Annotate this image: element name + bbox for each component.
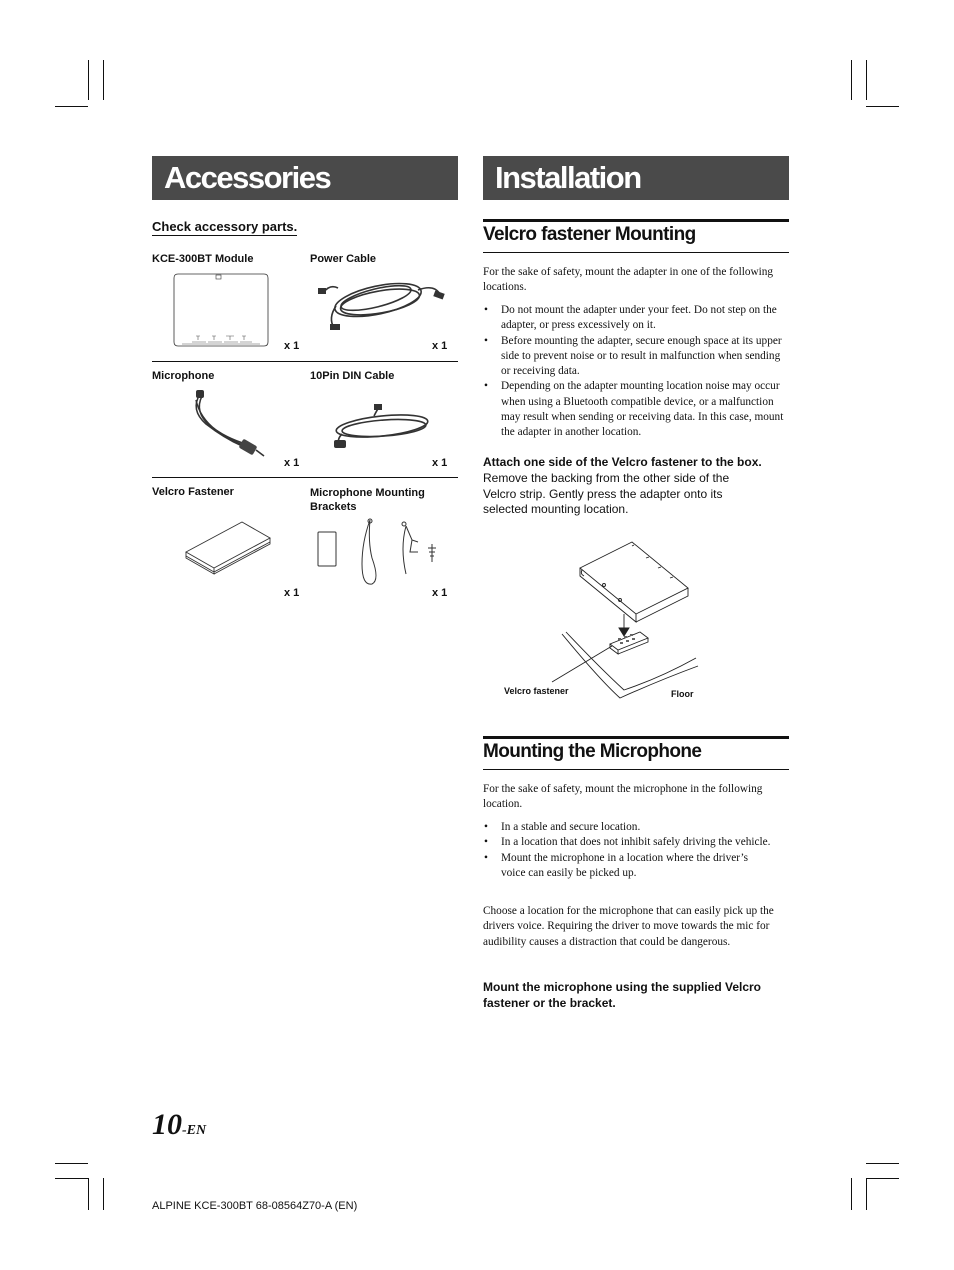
installation-diagram [500,530,705,710]
crop-mark [866,1163,899,1164]
section-rule [483,252,789,253]
figure-label-fastener: Velcro fastener [504,686,569,696]
section-rule [483,769,789,770]
crop-mark [88,1178,89,1210]
velcro-bullets [483,303,789,441]
crop-mark [866,1178,899,1179]
bullet-item: • Depending on the adapter mounting location noise may occur when using a Bluetooth compatible device, or a malfunction may result when sending or receiving data. In this case, mount the adapter in another location. [483,379,789,440]
row-divider [152,477,458,478]
microphone-heading: Mounting the Microphone [483,741,702,762]
item-label-module: KCE-300BT Module [152,253,254,265]
microphone-paragraph: Choose a location for the microphone that can easily pick up the drivers voice. Requiring the driver to move towards the mic for audibility causes a distraction that could be dangerous. [483,905,774,948]
crop-mark [866,1178,867,1210]
qty-module: x 1 [284,340,300,352]
row-divider [152,361,458,362]
section-rule [483,736,789,739]
installation-title: Installation [495,160,641,195]
microphone-intro: For the sake of safety, mount the microphone in the following location. [483,783,763,811]
velcro-step-title: Attach one side of the Velcro fastener to the box. [483,455,762,469]
accessories-subtitle: Check accessory parts. [152,219,298,234]
qty-power-cable: x 1 [432,340,448,352]
power-cable-illustration [316,270,448,334]
microphone-bullets [483,820,773,881]
crop-mark [103,1178,104,1210]
velcro-heading: Velcro fastener Mounting [483,224,696,245]
page-number-value: 10 [152,1108,182,1141]
item-label-microphone: Microphone [152,370,215,382]
crop-mark [866,106,899,107]
velcro-fastener-illustration [184,518,274,576]
accessories-banner [152,156,458,200]
figure-label-floor: Floor [671,689,694,699]
bullet-item: • Before mounting the adapter, secure enough space at its upper side to prevent noise or to result in malfunction when sending or receiving data. [483,334,789,380]
page-number [152,1108,206,1142]
item-label-power-cable: Power Cable [310,253,377,265]
item-label-velcro: Velcro Fastener [152,486,234,498]
crop-mark [851,1178,852,1210]
crop-mark [866,60,867,100]
microphone-illustration [186,388,268,460]
installation-banner [483,156,789,200]
qty-brackets: x 1 [432,587,448,599]
bullet-item: • In a stable and secure location. [483,820,773,835]
qty-din-cable: x 1 [432,457,448,469]
crop-mark [851,60,852,100]
doc-code: ALPINE KCE-300BT 68-08564Z70-A (EN) [152,1200,358,1212]
bullet-item: • Mount the microphone in a location where the driver’s voice can easily be picked up. [483,851,773,882]
din-cable-illustration [326,404,434,450]
qty-microphone: x 1 [284,457,300,469]
accessories-title: Accessories [164,160,331,195]
page-number-suffix: -EN [182,1123,207,1138]
bullet-item: • Do not mount the adapter under your feet. Do not step on the adapter, or press excessively on it. [483,303,789,334]
section-rule [483,219,789,222]
crop-mark [55,1178,88,1179]
qty-velcro: x 1 [284,587,300,599]
item-label-brackets: Microphone Mounting Brackets [310,487,425,513]
crop-mark [88,60,89,100]
velcro-intro: For the sake of safety, mount the adapter in one of the following locations. [483,266,774,294]
module-illustration [172,272,272,348]
crop-mark [103,60,104,100]
crop-mark [55,1163,88,1164]
item-label-din-cable: 10Pin DIN Cable [310,370,395,382]
crop-mark [55,106,88,107]
microphone-step-title: Mount the microphone using the supplied Velcro fastener or the bracket. [483,980,762,1010]
bullet-item: • In a location that does not inhibit safely driving the vehicle. [483,835,773,850]
velcro-step-text: Remove the backing from the other side of the Velcro strip. Gently press the adapter onto its selected mounting location. [483,471,730,516]
mounting-brackets-illustration [314,518,446,590]
